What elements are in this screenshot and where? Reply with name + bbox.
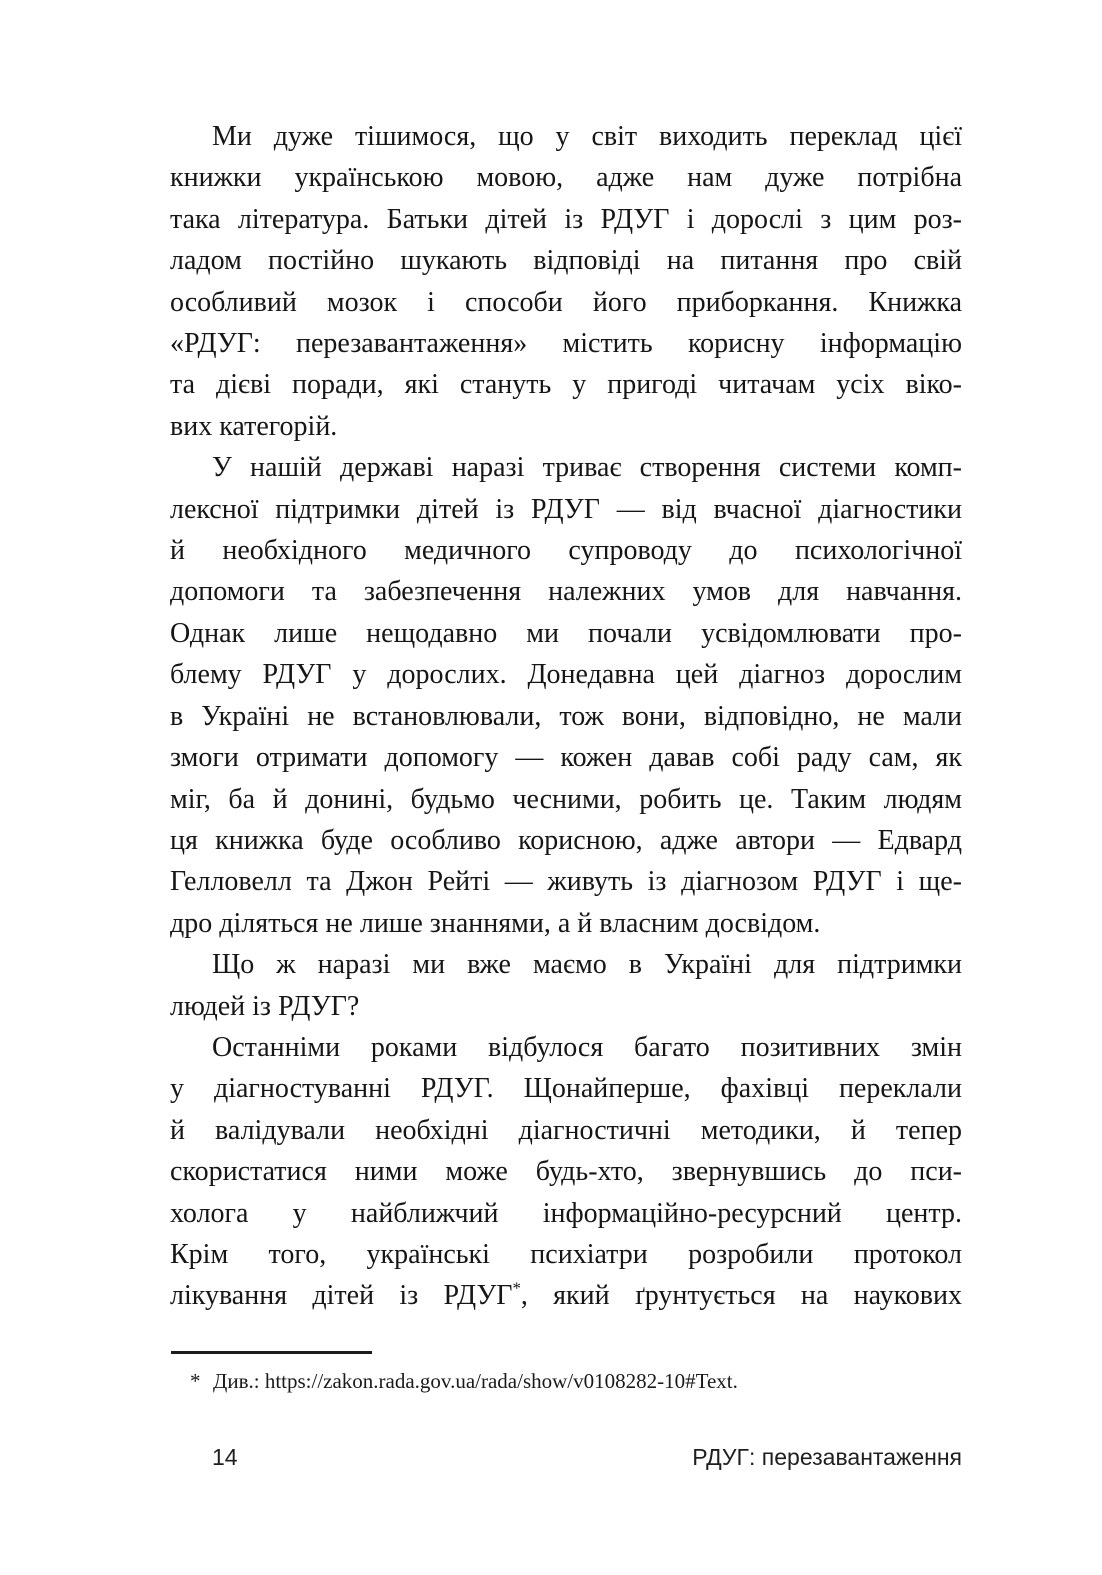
- text-line: вих категорій.: [170, 410, 338, 442]
- text-line: така література. Батьки дітей із РДУГ і дорослі з цим роз-: [170, 203, 962, 235]
- text-line: «РДУГ: перезавантаження» містить корисну інформацію: [170, 328, 962, 360]
- text-line: й валідували необхідні діагностичні методики, й тепер: [170, 1114, 962, 1146]
- page-footer: [170, 1442, 962, 1472]
- text-line: ця книжка буде особливо корисною, адже автори — Едвард: [170, 824, 962, 856]
- footnote-ref: *: [512, 1279, 521, 1299]
- text-line: Ми дуже тішимося, що у світ виходить переклад цієї: [212, 121, 962, 152]
- text-line: у діагностуванні РДУГ. Щонайперше, фахівці переклали: [170, 1073, 962, 1105]
- page-number: 14: [212, 1444, 238, 1470]
- text-line: допомоги та забезпечення належних умов для навчання.: [170, 576, 962, 608]
- text-line: Гелловелл та Джон Рейті — живуть із діагнозом РДУГ і ще-: [170, 866, 962, 898]
- text-line: ладом постійно шукають відповіді на питання про свій: [170, 245, 962, 277]
- text-line: У нашій державі наразі триває створення системи комп-: [212, 452, 962, 484]
- text-line: скористатися ними може будь-хто, звернувшись до пси-: [170, 1156, 962, 1188]
- paragraph: [170, 944, 962, 1027]
- text-line: та дієві поради, які стануть у пригоді читачам усіх віко-: [170, 369, 962, 401]
- footnote-separator: [171, 1351, 372, 1354]
- text-line: Крім того, українські психіатри розробили протокол: [170, 1238, 962, 1270]
- text-line: в Україні не встановлювали, тож вони, відповідно, не мали: [170, 700, 962, 732]
- footnote-marker: *: [190, 1369, 201, 1393]
- text-line: Що ж наразі ми вже маємо в Україні для підтримки: [212, 949, 962, 981]
- text-line: міг, ба й донині, будьмо чесними, робить це. Таким людям: [170, 783, 962, 815]
- text-line: змоги отримати допомогу — кожен давав собі раду сам, як: [170, 742, 962, 774]
- body-text: [170, 116, 962, 1317]
- text-line: людей із РДУГ?: [170, 990, 360, 1022]
- footnote-text: Див.: https://zakon.rada.gov.ua/rada/show/v0108282-10#Text.: [213, 1369, 738, 1393]
- paragraph: [170, 1027, 962, 1317]
- text-line: дро діляться не лише знаннями, а й власним досвідом.: [170, 907, 821, 939]
- running-title: РДУГ: перезавантаження: [692, 1444, 962, 1470]
- text-line: й необхідного медичного супроводу до психологічної: [170, 535, 962, 567]
- text-line: блему РДУГ у дорослих. Донедавна цей діагноз дорослим: [170, 659, 962, 691]
- text-line: особливий мозок і способи його приборкання. Книжка: [170, 286, 962, 318]
- text-line: холога у найближчий інформаційно-ресурсний центр.: [170, 1197, 962, 1229]
- paragraph: [170, 116, 962, 447]
- text-line: лексної підтримки дітей із РДУГ — від вчасної діагностики: [170, 493, 962, 525]
- text-line: книжки українською мовою, адже нам дуже потрібна: [170, 162, 962, 194]
- text-line: Однак лише нещодавно ми почали усвідомлювати про-: [170, 617, 962, 649]
- text-line: лікування дітей із РДУГ*, який ґрунтується на наукових: [170, 1279, 962, 1312]
- footnote: [170, 1366, 962, 1396]
- paragraph: [170, 447, 962, 944]
- text-line: Останніми роками відбулося багато позитивних змін: [212, 1031, 962, 1063]
